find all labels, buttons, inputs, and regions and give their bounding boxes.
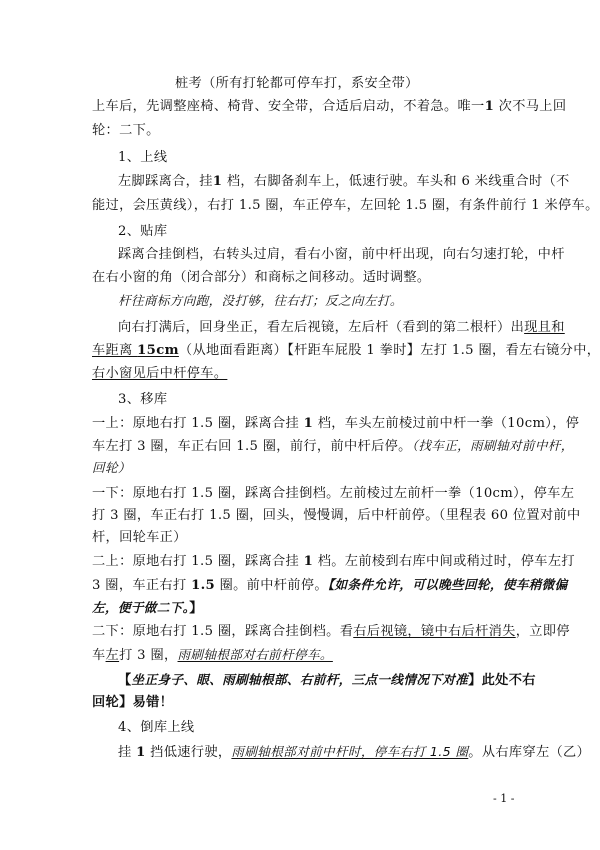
s3-handwritten: 左，便于做二下。 [92, 600, 190, 615]
s3-text-tail: 档。左前棱到右库中间或稍过时，停车左打 [313, 554, 575, 569]
s3-text: 3 圈，车正右打 [92, 578, 192, 593]
s3-bold: 1 [303, 554, 314, 569]
s3-up1-line-2 [92, 436, 574, 457]
s4-text: 挡低速行驶， [145, 745, 232, 760]
s3-text: 二上：原地右打 1.5 圈，踩离合挂 [92, 554, 304, 569]
s3-underlined: 右后视镜，镜中右后杆消失 [353, 624, 516, 639]
s4-line-1 [118, 742, 590, 763]
handwritten-note: 杆往商标方向跑，没打够，往右打；反之向左打。 [118, 293, 403, 308]
section-heading-2: 2、贴库 [118, 224, 168, 239]
s4-text: 挂 [118, 745, 137, 760]
s2-underlined: 现且和 [524, 320, 565, 335]
page-title: 桩考（所有打轮都可停车打，系安全带） [175, 76, 419, 91]
intro-line-1 [92, 97, 566, 117]
s3-handwritten: 【如条件允许，可以晚些回轮，使车稍微偏 [327, 577, 568, 592]
s3-down2-line-1 [92, 622, 570, 642]
s3-text: 车 [92, 648, 106, 663]
s2-line-6: 右小窗见后中杆停车。 [92, 366, 228, 381]
s3-down2-line-2 [92, 645, 333, 666]
s3-down1-line-3: 杆，回轮车正） [92, 530, 187, 545]
s3-handwritten: （找车正，雨刷轴对前中杆， [411, 438, 574, 453]
s4-underlined-handwritten: 雨刷轴根部对前中杆时，停车右打 1.5 圈 [231, 744, 469, 759]
s3-up2-line-3 [92, 598, 203, 619]
s4-text-tail: 。从右库穿左（乙） [468, 745, 591, 760]
s2-bold-distance: 15cm [137, 343, 179, 358]
s3-down1-line-1: 一下：原地右打 1.5 圈，踩离合挂倒档。左前棱过左前杆一拳（10cm），停车左 [92, 486, 575, 501]
s3-text-tail: 档，车头左前棱过前中杆一拳（10cm），停 [313, 416, 580, 431]
s3-text: 车左打 3 圈，车正右回 1.5 圈，前行，前中杆后停。 [92, 439, 412, 454]
s3-down1-line-2: 打 3 圈，车正右打 1.5 圈，回头，慢慢调，后中杆前停。（里程表 60 位置对前中 [92, 508, 581, 523]
s1-text-tail: 档，右脚备刹车上，低速行驶。车头和 6 米线重合时（不 [222, 174, 570, 189]
s2-line-2: 在右小窗的角（闭合部分）和商标之间移动。适时调整。 [92, 270, 431, 285]
s3-up2-line-2 [92, 575, 568, 596]
s2-line-4 [118, 318, 565, 338]
intro-text: 上车后，先调整座椅、椅背、安全带，合适后启动，不着急。唯一 [92, 99, 485, 114]
s3-text: 圈。前中杆前停。 [215, 578, 328, 593]
s1-text: 左脚踩离合，挂 [118, 174, 213, 189]
s3-text-tail: 】此处不右 [468, 673, 536, 688]
s2-underlined-distance: 车距离 [92, 343, 138, 358]
s2-text-tail: （从地面看距离）【杆距车屁股 1 拳时】左打 1.5 圈，看左右镜分中， [178, 343, 600, 358]
s3-bracket: 】 [189, 601, 203, 616]
section-heading-1: 1、上线 [118, 150, 168, 165]
s1-line-2: 能过，会压黄线），右打 1.5 圈，车正停车，左回轮 1.5 圈，有条件前行 1 米停车。 [92, 198, 599, 213]
s3-note-line-2: 回轮】易错！ [92, 695, 174, 710]
s3-text: 打 3 圈， [119, 648, 178, 663]
section-heading-4: 4、倒库上线 [118, 720, 195, 735]
s3-text-tail: ，立即停 [515, 624, 570, 639]
s3-handwritten: 坐正身子、眼、雨刷轴根部、右前杆，三点一线情况下对准 [131, 672, 469, 687]
s3-underlined: 左 [105, 648, 120, 663]
s3-note-line-1 [118, 670, 536, 691]
intro-line-2: 轮：二下。 [92, 123, 160, 138]
s4-bold: 1 [136, 745, 146, 760]
intro-bold-number: 1 [484, 99, 495, 114]
s2-line-5 [92, 341, 600, 361]
s3-text: 二下：原地右打 1.5 圈，踩离合挂倒档。看 [92, 624, 354, 639]
s2-text: 向右打满后，回身坐正，看左后视镜，左后杆（看到的第二根杆）出 [118, 320, 525, 335]
s3-up1-line-3: 回轮） [92, 460, 131, 475]
s2-line-1: 踩离合挂倒档，右转头过肩，看右小窗，前中杆出现，向右匀速打轮，中杆 [118, 247, 565, 262]
s1-line-1 [118, 172, 570, 192]
s3-text: 一上：原地右打 1.5 圈，踩离合挂 [92, 416, 304, 431]
s3-bold: 1.5 [191, 578, 216, 593]
page-number: - 1 - [493, 792, 515, 805]
s1-bold: 1 [212, 174, 223, 189]
s3-bracket: 【 [118, 673, 132, 688]
s3-bold: 1 [303, 416, 314, 431]
intro-text-tail: 次不马上回 [494, 99, 567, 114]
s3-underlined-handwritten: 雨刷轴根部对右前杆停车。 [177, 647, 333, 662]
section-heading-3: 3、移库 [118, 392, 168, 407]
s3-up2-line-1 [92, 552, 575, 572]
s3-up1-line-1 [92, 414, 579, 434]
